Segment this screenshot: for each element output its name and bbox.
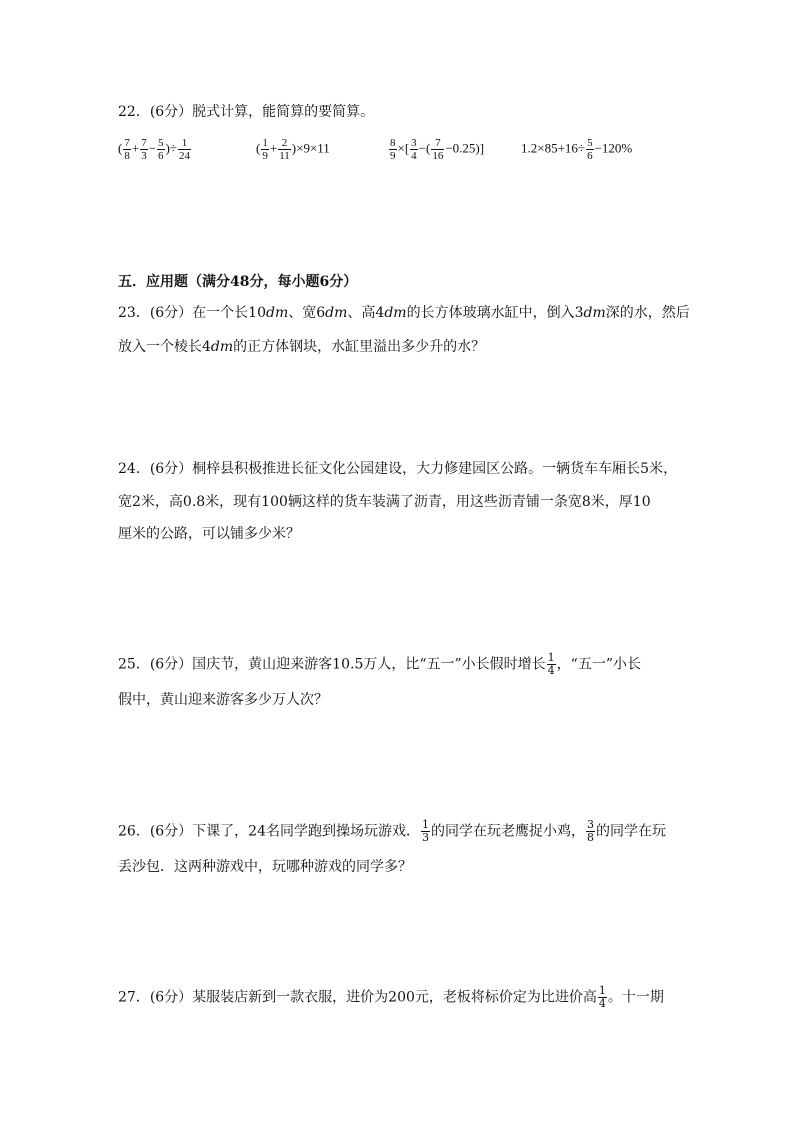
fraction: $\frac{5}{6}$ [158, 137, 164, 162]
operator: ×[ [397, 140, 410, 156]
q25-line-1: 25．(6分）国庆节，黄山迎来游客10.5万人，比“五一”小长假时增长 $\frac{1}{4}$ ，“五一”小长 [118, 651, 641, 677]
q24-line-3: 厘米的公路，可以铺多少米？ [118, 526, 300, 542]
q22-expression-4 [521, 137, 632, 162]
fraction: $\frac{7}{8}$ [124, 137, 130, 162]
q22-expression-2 [256, 137, 330, 162]
fraction: $\frac{1}{4}$ [547, 651, 555, 677]
q25-line-2: 假中，黄山迎来游客多少万人次？ [118, 692, 328, 708]
operator: )÷ [165, 140, 177, 156]
fraction: $\frac{3}{4}$ [411, 137, 417, 162]
q24-line-2: 宽2米，高0.8米，现有100辆这样的货车装满了沥青，用这些沥青铺一条宽8米，厚10 [118, 494, 651, 510]
operator: 1.2×85+16÷ [521, 140, 586, 156]
operator: )×9×11 [291, 140, 330, 156]
paren: ( [256, 140, 261, 156]
operator: + [269, 140, 278, 156]
operator: − [148, 140, 157, 156]
q27-line-1: 27．(6分）某服装店新到一款衣服，进价为200元，老板将标价定为比进价高 $\frac{1}{4}$ 。十一期 [118, 984, 664, 1010]
operator: + [131, 140, 140, 156]
fraction: $\frac{8}{9}$ [390, 137, 396, 162]
operator: −120% [594, 140, 633, 156]
fraction: $\frac{3}{8}$ [587, 818, 594, 844]
fraction: $\frac{2}{11}$ [279, 137, 290, 162]
fraction: $\frac{7}{16}$ [432, 137, 444, 162]
q26-line-2: 丢沙包．这两种游戏中，玩哪种游戏的同学多？ [118, 859, 412, 875]
fraction: $\frac{1}{4}$ [598, 984, 606, 1010]
q23-line-1: 23．(6分）在一个长10dm、宽6dm、高4dm的长方体玻璃水缸中，倒入3dm深的水，然后 [118, 305, 690, 321]
q22-expression-3 [388, 137, 484, 162]
q26-line-1: 26．(6分）下课了，24名同学跑到操场玩游戏． $\frac{1}{3}$ 的同学在玩老鹰捉小鸡， $\frac{3}{8}$ 的同学在玩 [118, 818, 666, 844]
fraction: $\frac{1}{24}$ [179, 137, 190, 162]
operator: −( [418, 140, 431, 156]
fraction: $\frac{1}{3}$ [422, 818, 429, 844]
q23-line-2: 放入一个棱长4dm的正方体钢块，水缸里溢出多少升的水？ [118, 339, 486, 355]
fraction: $\frac{1}{9}$ [262, 137, 268, 162]
q22-expression-1 [118, 137, 192, 162]
q24-line-1: 24．(6分）桐梓县积极推进长征文化公园建设，大力修建园区公路。一辆货车车厢长5米， [118, 461, 678, 477]
section-title: 五．应用题（满分48分，每小题6分） [118, 274, 358, 290]
fraction: $\frac{7}{3}$ [141, 137, 147, 162]
paren: ( [118, 140, 123, 156]
fraction: $\frac{5}{6}$ [587, 137, 593, 162]
operator: −0.25)] [445, 140, 485, 156]
q22-header: 22．(6分）脱式计算，能简算的要简算。 [118, 104, 375, 120]
